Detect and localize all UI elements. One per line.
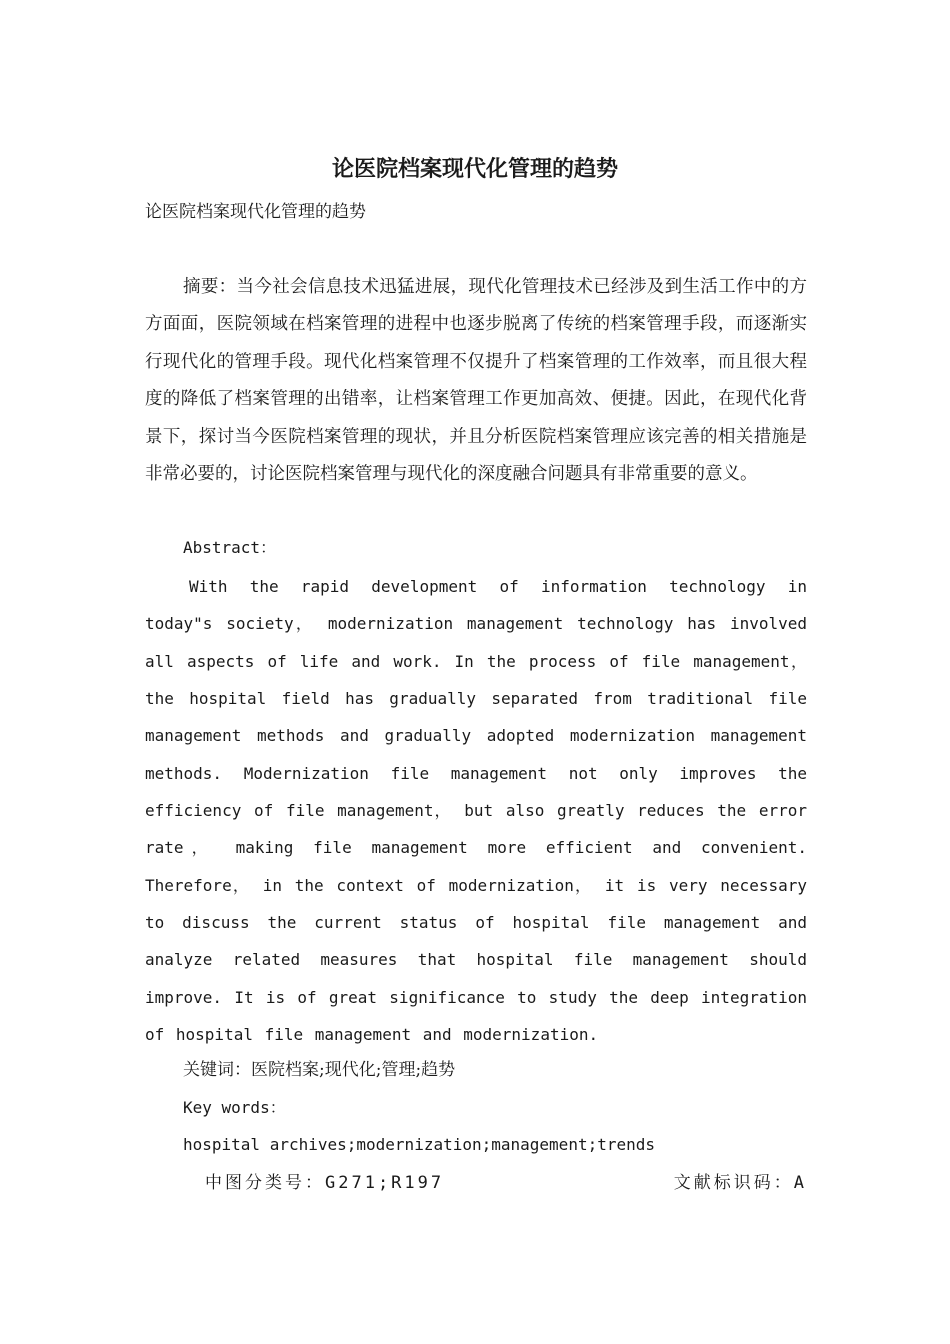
document-title: 论医院档案现代化管理的趋势	[331, 157, 618, 182]
english-abstract: With the rapid development of information technology in today"s society， modernization management technology has involved all aspects of life and work. In the process of file management， the hospital field has gradually separated from traditional file management methods and gradually adopted modernization management methods. Modernization file management not only improves the efficiency of file management， but also greatly reduces the error rate， making file management more efficient and convenient. Therefore， in the context of modernization， it is very necessary to discuss the current status of hospital file management and analyze related measures that hospital file management should improve. It is of great significance to study the deep integration of hospital file management and modernization.	[145, 577, 807, 1045]
classification-number: 中图分类号：G271;R197	[205, 1173, 445, 1193]
document-identifier-code: 文献标识码：A	[673, 1173, 807, 1193]
document-subtitle: 论医院档案现代化管理的趋势	[145, 202, 366, 222]
chinese-abstract: 摘要：当今社会信息技术迅猛进展，现代化管理技术已经涉及到生活工作中的方方面面，医院领域在档案管理的进程中也逐步脱离了传统的档案管理手段，而逐渐实行现代化的管理手段。现代化档案管理不仅提升了档案管理的工作效率，而且很大程度的降低了档案管理的出错率，让档案管理工作更加高效、便捷。因此，在现代化背景下，探讨当今医院档案管理的现状，并且分析医院档案管理应该完善的相关措施是非常必要的，讨论医院档案管理与现代化的深度融合问题具有非常重要的意义。	[145, 277, 807, 485]
english-keywords-label: Key words：	[183, 1098, 286, 1117]
english-keywords: hospital archives;modernization;management;trends	[183, 1135, 656, 1154]
chinese-keywords: 关键词：医院档案;现代化;管理;趋势	[183, 1060, 456, 1080]
english-abstract-label: Abstract：	[183, 538, 277, 557]
